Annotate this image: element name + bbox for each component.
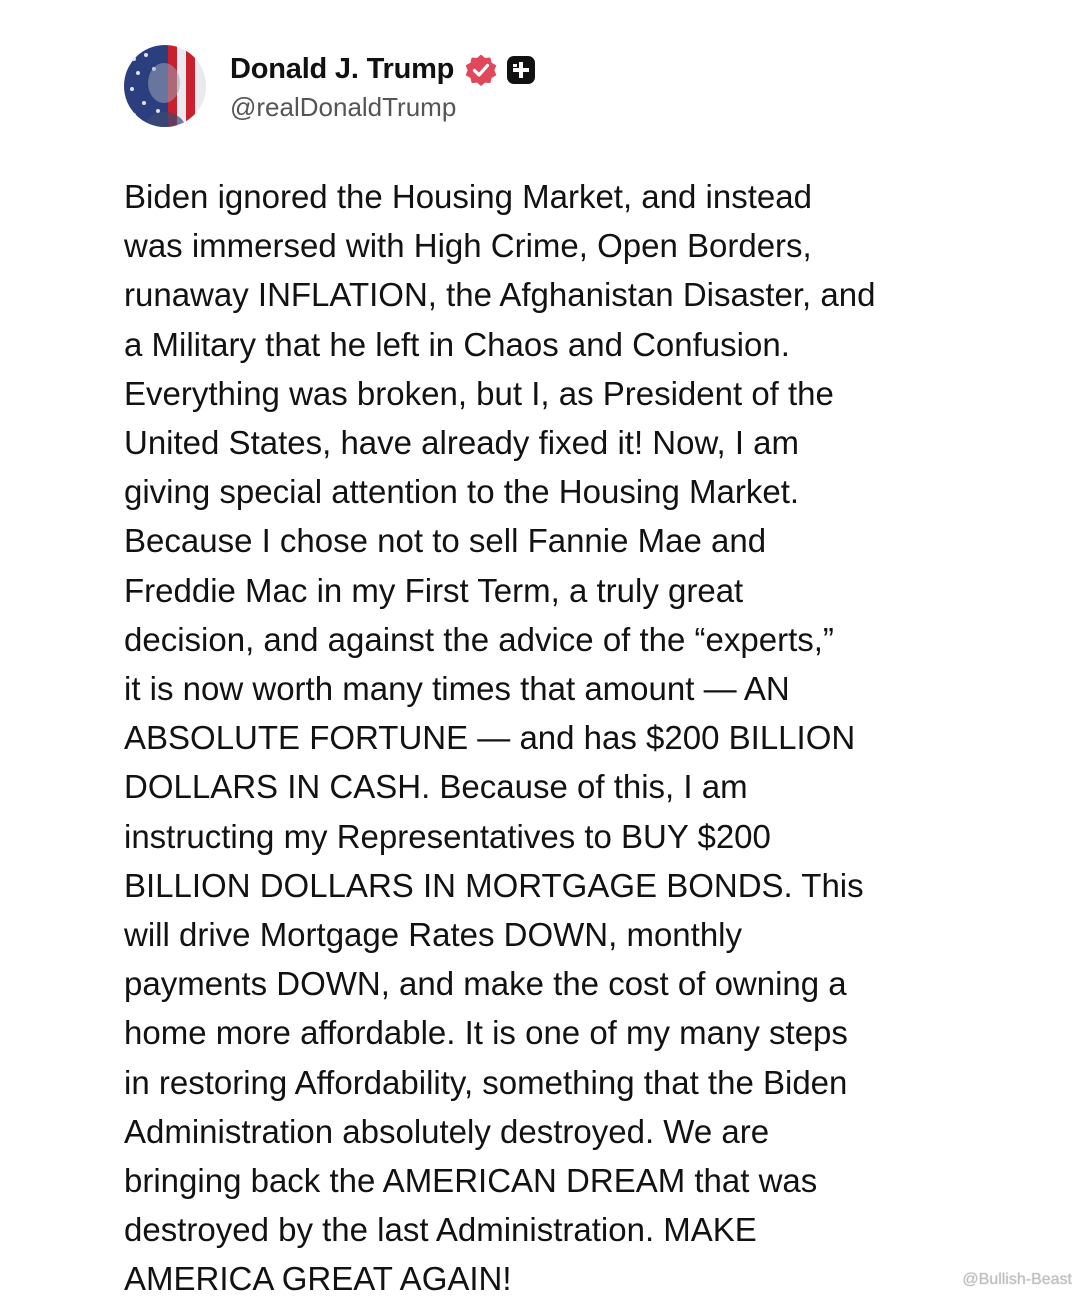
- name-row: [230, 50, 536, 90]
- post-line: Freddie Mac in my First Term, a truly great: [124, 571, 744, 609]
- post-line: destroyed by the last Administration. MAKE: [124, 1211, 757, 1249]
- post-line: payments DOWN, and make the cost of owning a: [124, 965, 847, 1003]
- watermark: @Bullish-Beast: [962, 1271, 1072, 1288]
- post-line: Because I chose not to sell Fannie Mae and: [124, 522, 767, 560]
- post-line: ABSOLUTE FORTUNE — and has $200 BILLION: [124, 719, 856, 757]
- post-line: a Military that he left in Chaos and Confusion.: [124, 325, 790, 363]
- post-card: [124, 40, 1034, 1304]
- post-line: it is now worth many times that amount — AN: [124, 670, 790, 708]
- avatar-flag-portrait-icon: [124, 45, 206, 127]
- post-line: instructing my Representatives to BUY $200: [124, 817, 771, 855]
- post-header: [124, 40, 1034, 132]
- post-line: decision, and against the advice of the “experts,”: [124, 620, 834, 658]
- post-line: was immersed with High Crime, Open Borders,: [124, 227, 812, 265]
- post-body-text: [124, 172, 984, 1304]
- author-display-name[interactable]: Donald J. Trump: [230, 53, 455, 85]
- verified-badge-icon: [464, 53, 498, 87]
- post-line: DOLLARS IN CASH. Because of this, I am: [124, 768, 748, 806]
- post-line: BILLION DOLLARS IN MORTGAGE BONDS. This: [124, 866, 864, 904]
- author-handle[interactable]: @realDonaldTrump: [230, 91, 457, 122]
- post-line: in restoring Affordability, something that the Biden: [124, 1063, 848, 1101]
- post-line: Administration absolutely destroyed. We are: [124, 1112, 770, 1150]
- post-line: giving special attention to the Housing Market.: [124, 473, 800, 511]
- post-line: home more affordable. It is one of my many steps: [124, 1014, 848, 1052]
- post-line: AMERICA GREAT AGAIN!: [124, 1260, 512, 1298]
- author-identity: [230, 50, 536, 123]
- post-line: Everything was broken, but I, as President of the: [124, 374, 834, 412]
- post-line: bringing back the AMERICAN DREAM that was: [124, 1162, 818, 1200]
- post-line: Biden ignored the Housing Market, and instead: [124, 178, 812, 215]
- plus-badge-icon: [506, 55, 536, 85]
- post-line: United States, have already fixed it! Now, I am: [124, 424, 800, 462]
- post-line: will drive Mortgage Rates DOWN, monthly: [124, 916, 743, 954]
- post-line: runaway INFLATION, the Afghanistan Disaster, and: [124, 276, 876, 314]
- avatar[interactable]: [124, 45, 206, 127]
